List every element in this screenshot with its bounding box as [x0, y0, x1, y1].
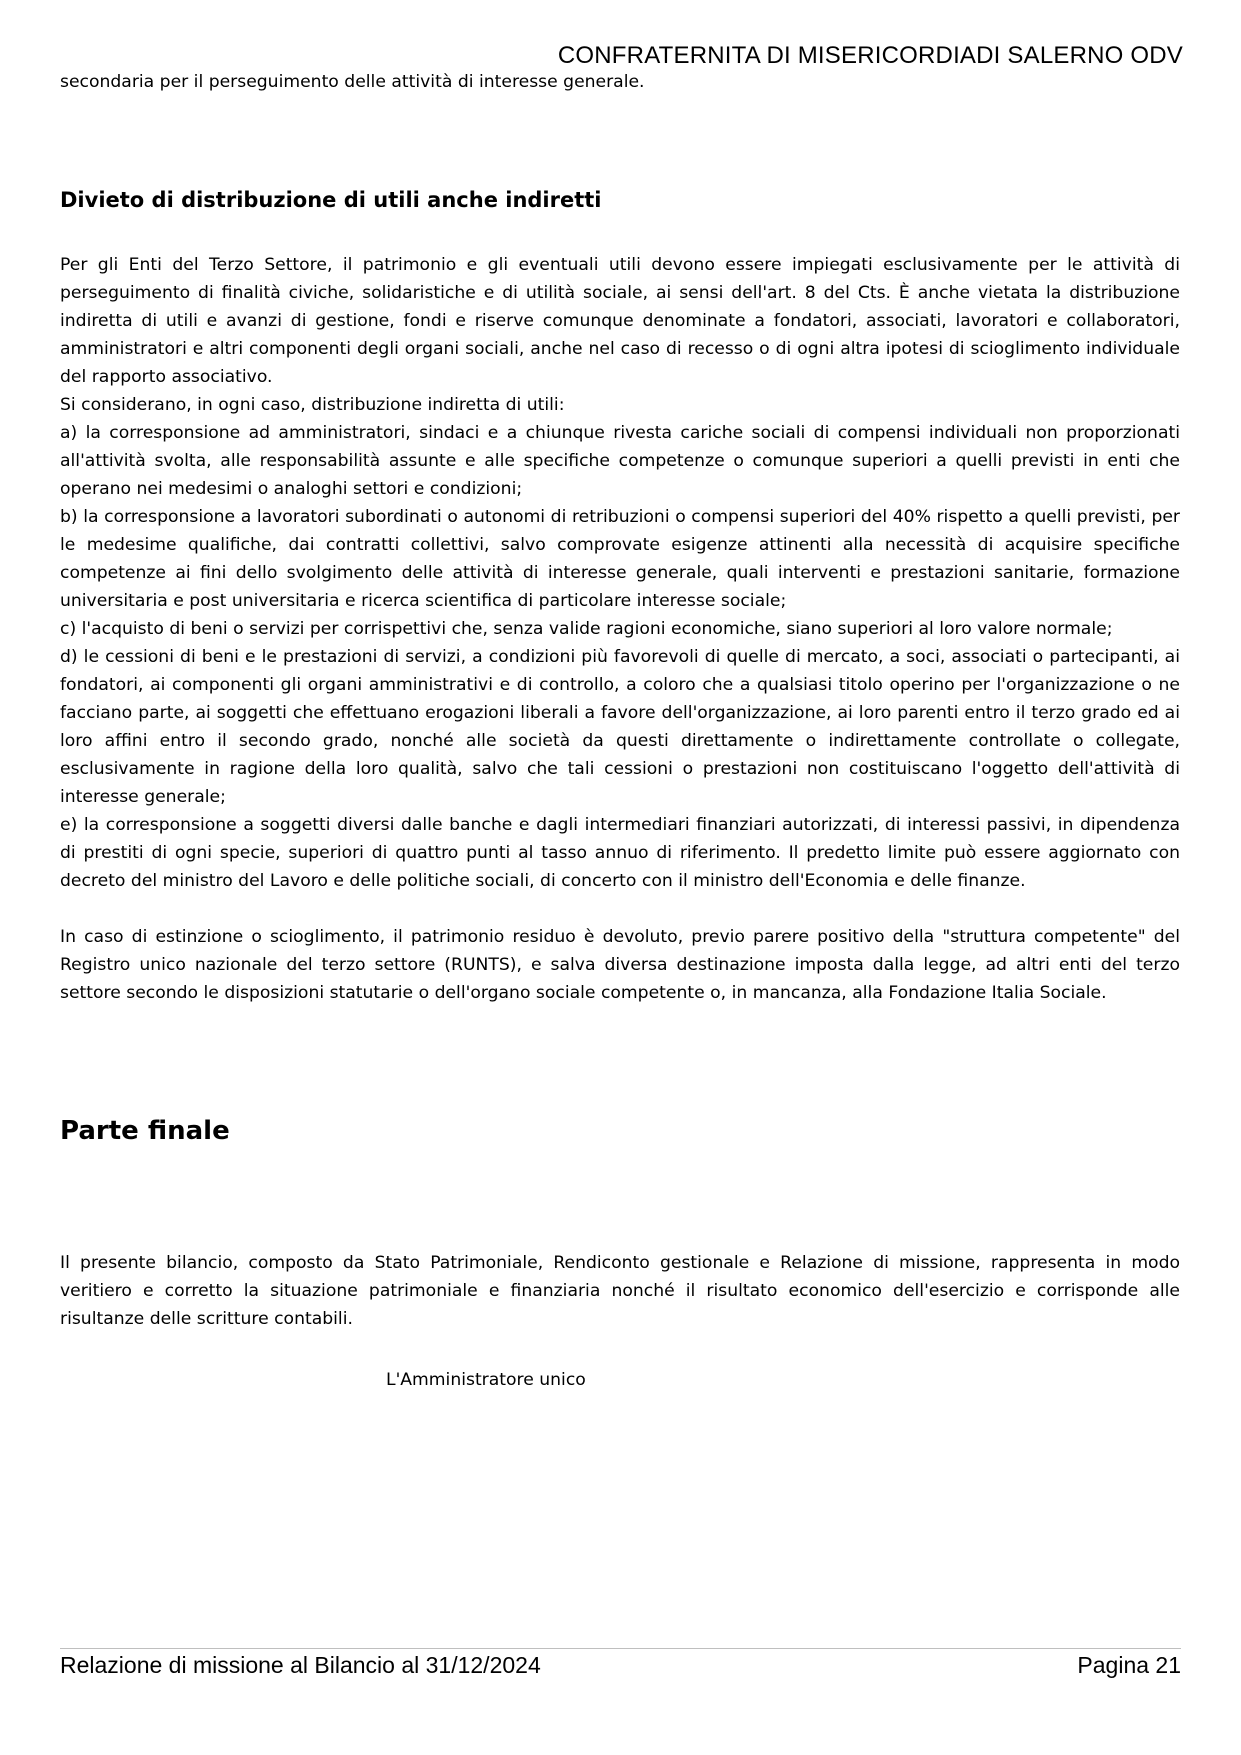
list-item-c: c) l'acquisto di beni o servizi per corrispettivi che, senza valide ragioni economiche, siano superiori al loro valore normale; — [60, 619, 1113, 639]
footer-divider — [60, 1648, 1181, 1649]
footer-document-title: Relazione di missione al Bilancio al 31/12/2024 — [60, 1652, 541, 1678]
paragraph-bilancio: Il presente bilancio, composto da Stato Patrimoniale, Rendiconto gestionale e Relazione di missione, rappresenta in modo veritiero e corretto la situazione patrimoniale e finanziaria nonché il risultato economico dell'esercizio e corrisponde alle risultanze delle scritture contabili. — [60, 1253, 1180, 1329]
intro-block — [60, 68, 1180, 96]
paragraph-considerano: Si considerano, in ogni caso, distribuzione indiretta di utili: — [60, 395, 565, 415]
paragraph-patrimonio: Per gli Enti del Terzo Settore, il patrimonio e gli eventuali utili devono essere impiegati esclusivamente per le attività di perseguimento di finalità civiche, solidaristiche e di utilità sociale, ai sensi dell'art. 8 del Cts. È anche vietata la distribuzione indiretta di utili e avanzi di gestione, fondi e riserve comunque denominate a fondatori, associati, lavoratori e collaboratori, amministratori e altri componenti degli organi sociali, anche nel caso di recesso o di ogni altra ipotesi di scioglimento individuale del rapporto associativo. — [60, 255, 1180, 387]
section-heading-divieto: Divieto di distribuzione di utili anche indiretti — [60, 188, 602, 212]
signature-label: L'Amministratore unico — [386, 1370, 586, 1390]
list-item-e: e) la corresponsione a soggetti diversi dalle banche e dagli intermediari finanziari autorizzati, di interessi passivi, in dipendenza di prestiti di ogni specie, superiori di quattro punti al tasso annuo di riferimento. Il predetto limite può essere aggiornato con decreto del ministro del Lavoro e delle politiche sociali, di concerto con il ministro dell'Economia e delle finanze. — [60, 815, 1180, 891]
list-item-a: a) la corresponsione ad amministratori, sindaci e a chiunque rivesta cariche sociali di compensi individuali non proporzionati all'attività svolta, alle responsabilità assunte e alle specifiche competenze o comunque superiori a quelli previsti in enti che operano nei medesimi o analoghi settori e condizioni; — [60, 423, 1180, 499]
section-body-parte-finale — [60, 1249, 1180, 1333]
running-header: CONFRATERNITA DI MISERICORDIADI SALERNO ODV — [557, 42, 1183, 69]
paragraph-estinzione: In caso di estinzione o scioglimento, il patrimonio residuo è devoluto, previo parere positivo della "struttura competente" del Registro unico nazionale del terzo settore (RUNTS), e salva diversa destinazione imposta dalla legge, ad altri enti del terzo settore secondo le disposizioni statutarie o dell'organo sociale competente o, in mancanza, alla Fondazione Italia Sociale. — [60, 927, 1180, 1003]
section-heading-parte-finale: Parte finale — [60, 1116, 230, 1146]
list-item-d: d) le cessioni di beni e le prestazioni di servizi, a condizioni più favorevoli di quelle di mercato, a soci, associati o partecipanti, ai fondatori, ai componenti gli organi amministrativi e di controllo, a coloro che a qualsiasi titolo operino per l'organizzazione o ne facciano parte, ai soggetti che effettuano erogazioni liberali a favore dell'organizzazione, ai loro parenti entro il terzo grado ed ai loro affini entro il secondo grado, nonché alle società da questi direttamente o indirettamente controllate o collegate, esclusivamente in ragione della loro qualità, salvo che tali cessioni o prestazioni non costituiscano l'oggetto dell'attività di interesse generale; — [60, 647, 1180, 807]
section-body-divieto — [60, 251, 1180, 1007]
list-item-b: b) la corresponsione a lavoratori subordinati o autonomi di retribuzioni o compensi superiori del 40% rispetto a quelli previsti, per le medesime qualifiche, dai contratti collettivi, salvo comprovate esigenze attinenti alla necessità di acquisire specifiche competenze ai fini dello svolgimento delle attività di interesse generale, quali interventi e prestazioni sanitarie, formazione universitaria e post universitaria e ricerca scientifica di particolare interesse sociale; — [60, 507, 1180, 611]
continuation-paragraph: secondaria per il perseguimento delle attività di interesse generale. — [60, 72, 645, 92]
footer-page-number: Pagina 21 — [1077, 1652, 1181, 1678]
